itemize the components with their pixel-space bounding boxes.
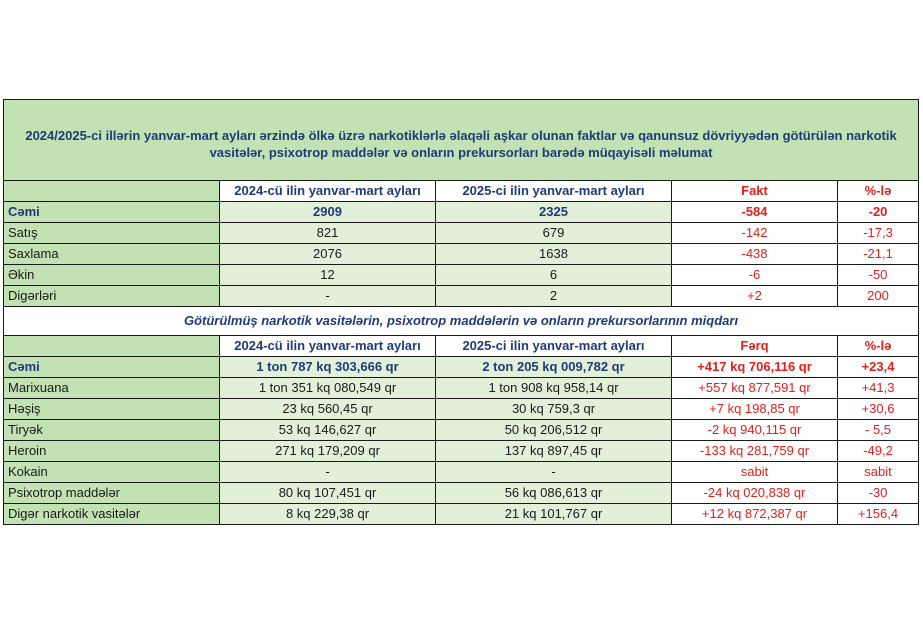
value-diff: -24 kq 020,838 qr bbox=[672, 483, 838, 504]
value-pct: -20 bbox=[838, 202, 919, 223]
value-2025: 30 kq 759,3 qr bbox=[436, 399, 672, 420]
row-label: Cəmi bbox=[4, 357, 220, 378]
value-2024: 23 kq 560,45 qr bbox=[220, 399, 436, 420]
value-2025: 6 bbox=[436, 265, 672, 286]
table-row bbox=[4, 483, 919, 504]
value-pct: -30 bbox=[838, 483, 919, 504]
comparison-table-wrapper bbox=[3, 99, 918, 525]
row-label: Satış bbox=[4, 223, 220, 244]
value-pct: sabit bbox=[838, 462, 919, 483]
row-label: Digərləri bbox=[4, 286, 220, 307]
value-pct: +30,6 bbox=[838, 399, 919, 420]
value-diff: -142 bbox=[672, 223, 838, 244]
table-row bbox=[4, 462, 919, 483]
value-2024: 53 kq 146,627 qr bbox=[220, 420, 436, 441]
table-row bbox=[4, 441, 919, 462]
row-label: Əkin bbox=[4, 265, 220, 286]
facts-header-pct: %-lə bbox=[838, 181, 919, 202]
row-label: Digər narkotik vasitələr bbox=[4, 504, 220, 525]
value-2024: 1 ton 351 kq 080,549 qr bbox=[220, 378, 436, 399]
table-row bbox=[4, 265, 919, 286]
value-2025: 1638 bbox=[436, 244, 672, 265]
value-2025: 2325 bbox=[436, 202, 672, 223]
row-label: Kokain bbox=[4, 462, 220, 483]
facts-header-row bbox=[4, 181, 919, 202]
seized-subtitle: Götürülmüş narkotik vasitələrin, psixotrop maddələrin və onların prekursorlarının miqdarı bbox=[4, 307, 919, 336]
value-pct: 200 bbox=[838, 286, 919, 307]
value-diff: -2 kq 940,115 qr bbox=[672, 420, 838, 441]
table-row bbox=[4, 504, 919, 525]
value-2024: 2909 bbox=[220, 202, 436, 223]
facts-header-2024: 2024-cü ilin yanvar-mart ayları bbox=[220, 181, 436, 202]
value-pct: +23,4 bbox=[838, 357, 919, 378]
value-2025: 1 ton 908 kq 958,14 qr bbox=[436, 378, 672, 399]
value-2025: 679 bbox=[436, 223, 672, 244]
value-2025: 2 ton 205 kq 009,782 qr bbox=[436, 357, 672, 378]
value-2024: 12 bbox=[220, 265, 436, 286]
seized-header-ferq: Fərq bbox=[672, 336, 838, 357]
value-pct: -50 bbox=[838, 265, 919, 286]
value-diff: +7 kq 198,85 qr bbox=[672, 399, 838, 420]
table-row bbox=[4, 378, 919, 399]
table-row bbox=[4, 202, 919, 223]
value-diff: +417 kq 706,116 qr bbox=[672, 357, 838, 378]
facts-header-2025: 2025-ci ilin yanvar-mart ayları bbox=[436, 181, 672, 202]
value-2025: 50 kq 206,512 qr bbox=[436, 420, 672, 441]
value-diff: +557 kq 877,591 qr bbox=[672, 378, 838, 399]
table-row bbox=[4, 244, 919, 265]
value-2024: 2076 bbox=[220, 244, 436, 265]
value-2024: 8 kq 229,38 qr bbox=[220, 504, 436, 525]
table-row bbox=[4, 357, 919, 378]
seized-header-blank bbox=[4, 336, 220, 357]
value-diff: -133 kq 281,759 qr bbox=[672, 441, 838, 462]
value-2025: 21 kq 101,767 qr bbox=[436, 504, 672, 525]
table-row bbox=[4, 420, 919, 441]
seized-subtitle-row bbox=[4, 307, 919, 336]
comparison-table bbox=[3, 99, 919, 525]
row-label: Marixuana bbox=[4, 378, 220, 399]
row-label: Psixotrop maddələr bbox=[4, 483, 220, 504]
value-2024: 821 bbox=[220, 223, 436, 244]
row-label: Heroin bbox=[4, 441, 220, 462]
table-title: 2024/2025-ci illərin yanvar-mart ayları ərzində ölkə üzrə narkotiklərlə əlaqəli aşkar olunan faktlar və qanunsuz dövriyyədən götürülən narkotik vasitələr, psixotrop maddələr və onların prekursorları barədə müqayisəli məlumat bbox=[4, 100, 919, 181]
seized-header-2025: 2025-ci ilin yanvar-mart ayları bbox=[436, 336, 672, 357]
seized-header-2024: 2024-cü ilin yanvar-mart ayları bbox=[220, 336, 436, 357]
row-label: Saxlama bbox=[4, 244, 220, 265]
value-diff: -584 bbox=[672, 202, 838, 223]
seized-header-pct: %-lə bbox=[838, 336, 919, 357]
value-2025: 56 kq 086,613 qr bbox=[436, 483, 672, 504]
row-label: Həşiş bbox=[4, 399, 220, 420]
seized-header-row bbox=[4, 336, 919, 357]
value-2025: - bbox=[436, 462, 672, 483]
value-diff: +12 kq 872,387 qr bbox=[672, 504, 838, 525]
value-pct: -21,1 bbox=[838, 244, 919, 265]
value-pct: -17,3 bbox=[838, 223, 919, 244]
value-2024: 1 ton 787 kq 303,666 qr bbox=[220, 357, 436, 378]
value-diff: -438 bbox=[672, 244, 838, 265]
facts-header-fakt: Fakt bbox=[672, 181, 838, 202]
value-diff: sabit bbox=[672, 462, 838, 483]
facts-header-blank bbox=[4, 181, 220, 202]
value-diff: -6 bbox=[672, 265, 838, 286]
value-2024: - bbox=[220, 286, 436, 307]
table-row bbox=[4, 399, 919, 420]
row-label: Tiryək bbox=[4, 420, 220, 441]
value-pct: +156,4 bbox=[838, 504, 919, 525]
table-row bbox=[4, 223, 919, 244]
value-pct: - 5,5 bbox=[838, 420, 919, 441]
value-diff: +2 bbox=[672, 286, 838, 307]
value-2025: 137 kq 897,45 qr bbox=[436, 441, 672, 462]
row-label: Cəmi bbox=[4, 202, 220, 223]
value-2024: 271 kq 179,209 qr bbox=[220, 441, 436, 462]
table-row bbox=[4, 286, 919, 307]
value-pct: -49,2 bbox=[838, 441, 919, 462]
value-2025: 2 bbox=[436, 286, 672, 307]
value-2024: - bbox=[220, 462, 436, 483]
value-2024: 80 kq 107,451 qr bbox=[220, 483, 436, 504]
value-pct: +41,3 bbox=[838, 378, 919, 399]
